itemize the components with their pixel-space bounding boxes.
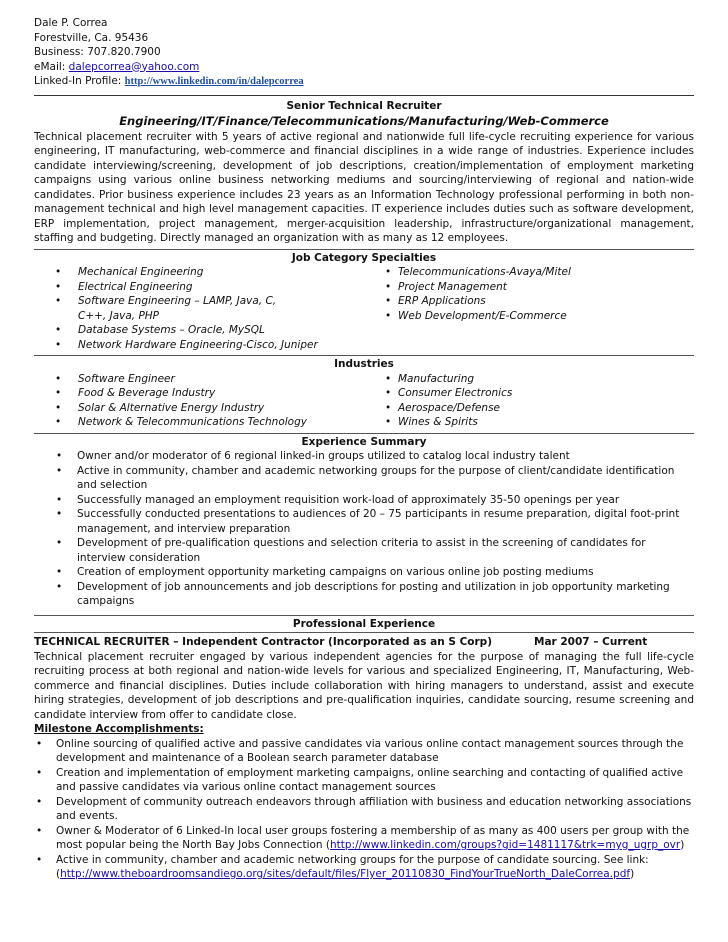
list-item: • Aerospace/Defense — [364, 401, 694, 416]
experience-summary-heading: Experience Summary — [301, 435, 427, 448]
industries-right — [364, 372, 694, 430]
contact-block — [34, 16, 694, 90]
contact-name: Dale P. Correa — [34, 17, 108, 29]
list-item: • Mechanical Engineering — [34, 265, 364, 280]
milestone-text: Owner & Moderator of 6 Linked-In local user groups fostering a membership of as many as 400 users per group with the most popular being the North Bay Jobs Connection ( — [56, 824, 690, 851]
milestone-heading: Milestone Accomplishments: — [34, 723, 204, 735]
list-item: • Active in community, chamber and academic networking groups for the purpose of client/candidate identification and selection — [34, 464, 694, 493]
business-phone: 707.820.7900 — [87, 46, 161, 58]
summary-paragraph: Technical placement recruiter with 5 years of active regional and nationwide full life-cycle recruiting experience for various engineering, IT manufacturing, web-commerce and financial disciplines in a wide range of industries. Experience includes candidate interviewing/screening, development of job descriptions, creation/implementation of employment marketing campaigns using various online business networking mediums and sourcing/interviewing of regional and nation-wide candidates. Prior business experience includes 23 years as an Information Technology professional performing in both non-management technical and high level management capacities. IT experience includes duties such as software development, ERP implementation, project management, merger-acquisition leadership, infrastructure/organizational management, staffing and budgeting. Directly managed an organization with as many as 12 employees. — [34, 130, 694, 244]
header-divider — [34, 95, 694, 96]
experience-summary-list — [34, 449, 694, 609]
list-item: • Network & Telecommunications Technology — [34, 415, 364, 430]
milestone-list — [34, 737, 694, 882]
list-item: • Development of pre-qualification questions and selection criteria to assist in the screening of candidates for interview consideration — [34, 536, 694, 565]
list-item: • Web Development/E-Commerce — [364, 309, 694, 324]
industries-left — [34, 372, 364, 430]
paren-close: ) — [630, 868, 635, 880]
business-label: Business: — [34, 46, 84, 58]
job-category-list — [34, 265, 694, 352]
industries-list — [34, 372, 694, 430]
job-dates: Mar 2007 – Current — [534, 636, 648, 648]
linkedin-link[interactable]: http://www.linkedin.com/in/dalepcorrea — [124, 76, 304, 87]
job-category-right — [364, 265, 694, 352]
list-item: • Development of job announcements and job descriptions for posting and utilization in job opportunity marketing campaigns — [34, 580, 694, 609]
job-category-heading: Job Category Specialties — [291, 251, 437, 264]
linkedin-group-link[interactable]: http://www.linkedin.com/groups?gid=1481117&trk=myg_ugrp_ovr — [330, 839, 681, 851]
job-header — [34, 635, 694, 650]
list-item: • Network Hardware Engineering-Cisco, Juniper — [34, 338, 364, 353]
list-item: • Owner and/or moderator of 6 regional linked-in groups utilized to catalog local industry talent — [34, 449, 694, 464]
linkedin-label: Linked-In Profile: — [34, 75, 122, 87]
list-item: • Software Engineer — [34, 372, 364, 387]
list-item: • Solar & Alternative Energy Industry — [34, 401, 364, 416]
list-item: • Manufacturing — [364, 372, 694, 387]
job-category-divider — [34, 249, 694, 250]
list-item: • Creation of employment opportunity marketing campaigns on various online job posting mediums — [34, 565, 694, 580]
flyer-link[interactable]: http://www.theboardroomsandiego.org/sites/default/files/Flyer_20110830_FindYourTrueNorth_DaleCorrea.pdf — [60, 868, 631, 880]
professional-divider — [34, 615, 694, 616]
industries-heading: Industries — [334, 358, 394, 370]
milestone-text-end: ) — [680, 839, 685, 851]
list-item: • Project Management — [364, 280, 694, 295]
contact-email — [34, 60, 694, 75]
list-item: • Online sourcing of qualified active and passive candidates via various online contact management sources through the development and maintenance of a Boolean search parameter database — [34, 737, 694, 766]
industries-divider — [34, 355, 694, 356]
list-item: • Database Systems – Oracle, MySQL — [34, 323, 364, 338]
list-item: • Successfully managed an employment requisition work-load of approximately 35-50 openings per year — [34, 493, 694, 508]
experience-summary-divider — [34, 433, 694, 434]
professional-heading-underline — [34, 632, 694, 633]
job-description: Technical placement recruiter engaged by various independent agencies for the purpose of managing the full life-cycle recruiting process at both regional and nation-wide levels for various and specialized Engineering, IT, Manufacturing, Web-commerce and financial disciplines. Duties include collaboration with hiring managers to understand, assist and execute hiring strategies, development of job descriptions and pre-qualification inquiries, candidate sourcing, resume screening and candidate interview from offer to candidate close. — [34, 650, 694, 721]
list-item: • Successfully conducted presentations to audiences of 20 – 75 participants in resume preparation, digital foot-print management, and interview preparation — [34, 507, 694, 536]
contact-location: Forestville, Ca. 95436 — [34, 31, 149, 44]
list-item: • Electrical Engineering — [34, 280, 364, 295]
resume-subtitle: Engineering/IT/Finance/Telecommunications/Manufacturing/Web-Commerce — [119, 114, 609, 128]
contact-linkedin — [34, 74, 694, 90]
job-title: TECHNICAL RECRUITER – Independent Contractor (Incorporated as an S Corp) — [34, 636, 492, 648]
resume-title: Senior Technical Recruiter — [286, 99, 442, 112]
milestone-text: Active in community, chamber and academic networking groups for the purpose of candidate sourcing. See link: — [56, 853, 649, 866]
list-item: • Food & Beverage Industry — [34, 386, 364, 401]
list-item: • Creation and implementation of employment marketing campaigns, online searching and contacting of qualified active and passive candidates via various online contact management sources — [34, 766, 694, 795]
job-category-left — [34, 265, 364, 352]
professional-heading: Professional Experience — [292, 617, 436, 630]
list-item: • ERP Applications — [364, 294, 694, 309]
contact-business — [34, 45, 694, 60]
list-item: • Consumer Electronics — [364, 386, 694, 401]
email-link[interactable]: dalepcorrea@yahoo.com — [68, 60, 200, 73]
list-item: • Development of community outreach endeavors through affiliation with business and education networking associations and events. — [34, 795, 694, 824]
list-item — [34, 853, 694, 882]
list-item: • Wines & Spirits — [364, 415, 694, 430]
list-item: • Software Engineering – LAMP, Java, C, C++, Java, PHP — [34, 294, 364, 323]
list-item — [34, 824, 694, 853]
paren-open: ( — [56, 868, 61, 880]
list-item: • Telecommunications-Avaya/Mitel — [364, 265, 694, 280]
email-label: eMail: — [34, 60, 66, 73]
